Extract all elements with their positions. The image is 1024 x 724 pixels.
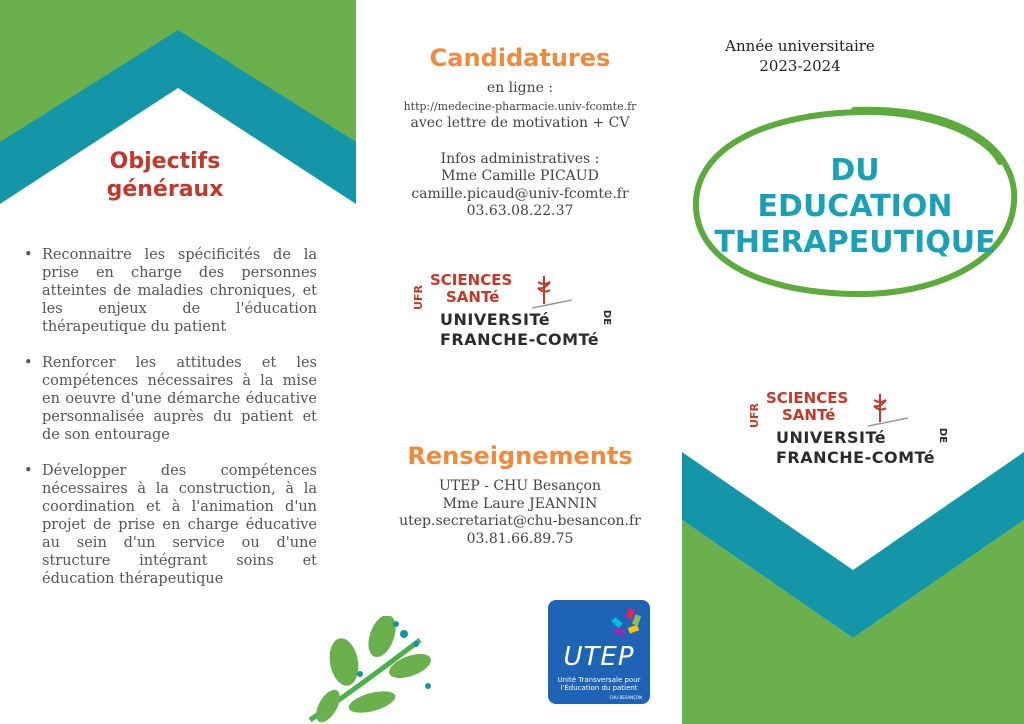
online-label: en ligne :	[486, 80, 554, 96]
universite-text: UNIVERSITé	[776, 428, 887, 447]
sante-text: SANTé	[782, 406, 836, 424]
annee-label: Année universitaire	[725, 37, 875, 55]
utep-logo	[548, 600, 650, 704]
admin-name: Mme Camille PICAUD	[441, 168, 599, 184]
right-chevron-banner	[682, 452, 1024, 724]
rens-phone: 03.81.66.89.75	[466, 530, 574, 547]
caduceus-icon	[868, 392, 908, 428]
de-label: DE	[936, 427, 948, 444]
caduceus-icon	[532, 274, 572, 310]
sciences-sante-label	[430, 272, 512, 306]
objective-item: • Développer des compétences nécessaires à la construction, à la coordination et à l'animation d'un projet de prise en charge éducative au sein d'un service ou d'une structure intégrant soins et éducation thérapeutique	[22, 462, 317, 588]
renseignements-heading: Renseignements	[407, 442, 633, 470]
rens-org: UTEP - CHU Besançon	[439, 478, 601, 494]
sciences-text: SCIENCES	[766, 389, 849, 407]
rens-email[interactable]: utep.secretariat@chu-besancon.fr	[399, 513, 641, 529]
objectifs-title	[80, 148, 250, 204]
ufr-sante-logo-middle	[412, 272, 612, 362]
objectives-list	[22, 246, 317, 606]
sciences-sante-label	[766, 390, 848, 424]
objectifs-title-line2: généraux	[106, 177, 224, 202]
annee-years: 2023-2024	[759, 57, 841, 75]
utep-subtitle: Unité Transversale pour l'Éducation du patient	[557, 676, 641, 692]
utep-fineprint: CHU BESANÇON	[609, 695, 642, 700]
sante-text: SANTé	[446, 288, 500, 306]
utep-pinwheel-icon	[610, 606, 644, 640]
admin-phone: 03.63.08.22.37	[466, 203, 574, 219]
du-title-line1: DU	[830, 153, 880, 188]
objectifs-title-line1: Objectifs	[109, 149, 221, 174]
candidatures-heading: Candidatures	[429, 44, 611, 72]
annee-universitaire	[690, 36, 910, 76]
du-title-line3: THERAPEUTIQUE	[714, 225, 996, 260]
sciences-text: SCIENCES	[430, 271, 513, 289]
online-note: avec lettre de motivation + CV	[410, 115, 630, 131]
ufr-label: UFR	[748, 403, 761, 428]
universite-text: UNIVERSITé	[440, 310, 551, 329]
ufr-label: UFR	[412, 285, 425, 310]
rens-name: Mme Laure JEANNIN	[442, 495, 598, 512]
du-title	[690, 153, 1020, 261]
utep-name: UTEP	[563, 642, 635, 672]
candidatures-block	[360, 80, 680, 221]
admin-label: Infos administratives :	[440, 150, 600, 167]
franche-comte-text: FRANCHE-COMTé	[440, 330, 600, 349]
de-label: DE	[600, 309, 612, 326]
du-title-line2: EDUCATION	[757, 189, 953, 224]
franche-comte-text: FRANCHE-COMTé	[776, 448, 936, 467]
objective-item: • Renforcer les attitudes et les compétences nécessaires à la mise en oeuvre d'une démarche éducative personnalisée auprès du patient et de son entourage	[22, 354, 317, 444]
objective-item: • Reconnaitre les spécificités de la prise en charge des personnes atteintes de maladies chroniques, et les enjeux de l'éducation thérapeutique du patient	[22, 246, 317, 336]
online-url[interactable]: http://medecine-pharmacie.univ-fcomte.fr	[403, 99, 637, 113]
admin-email[interactable]: camille.picaud@univ-fcomte.fr	[411, 185, 629, 202]
universite-label	[440, 310, 599, 350]
olive-branch-illustration	[300, 616, 450, 724]
renseignements-block	[360, 478, 680, 548]
